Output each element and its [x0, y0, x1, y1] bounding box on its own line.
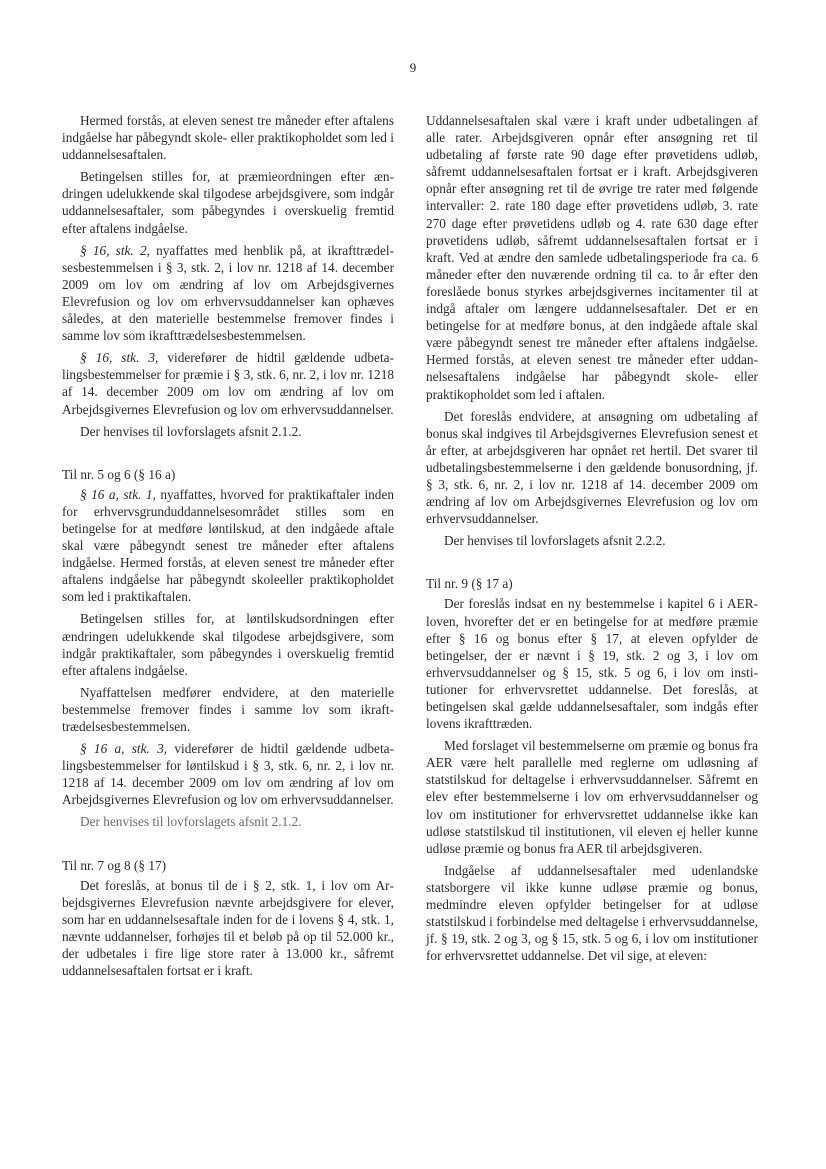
section-heading: Til nr. 7 og 8 (§ 17) [62, 857, 167, 873]
paragraph: Det foreslås, at bonus til de i § 2, stk. 1, i lov om Arbejdsgivernes Elevrefusion nævnte arbejdsgivere for elever, som har en uddannelsesaftale inden for de i lovens § 4, stk. 1, nævnte uddannelser, forhøjes til et beløb på op til 52.000 kr., der udbetales i fire lige store rater à 13.000 kr., såfremt uddannelsesaftalen fortsat er i kraft. [62, 877, 394, 979]
left-column [62, 112, 394, 984]
paragraph: Hermed forstås, at eleven senest tre måneder efter aftalens indgåelse har påbegyndt skole- eller praktikopholdet som led i uddannelsesaftalen. [62, 113, 394, 163]
paragraph: Der henvises til lovforslagets afsnit 2.2.2. [444, 533, 666, 549]
section-heading: Til nr. 9 (§ 17 a) [426, 576, 513, 592]
paragraph: Betingelsen stilles for, at præmieordningen efter ændringen udelukkende skal tilgodese arbejdsgivere, som indgår uddannelsesaftaler, som påbegyndes i overskuelig fremtid efter aftalens indgåelse. [62, 169, 394, 236]
section-reference: § 16 a, stk. 1, [80, 486, 156, 502]
paragraph-text: nyaffattes med henblik på, at ikrafttrædelsesbestemmelsen i § 3, stk. 2, i lov nr. 1218 af 14. december 2009 om lov om ændring af lov om Arbejdsgivernes Elevrefusion og lov om erhvervsuddannelser kan ophæves således, at den materielle bestemmelse fremover findes i samme lov som ikrafttrædelsesbestemmelsen. [62, 242, 395, 344]
paragraph: Det foreslås endvidere, at ansøgning om udbetaling af bonus skal indgives til Arbejdsgivernes Elevrefusion senest et år efter, at arbejdsgiveren har opnået ret hertil. Det svarer til udbetalingsbestemmelserne i den gældende bonusordning, jf. § 3, stk. 6, nr. 2, i lov nr. 1218 af 14. december 2009 om ændring af lov om Arbejdsgivernes Elevrefusion og lov om erhvervsuddannelser. [426, 408, 758, 527]
paragraph: Der henvises til lovforslagets afsnit 2.1.2. [80, 423, 302, 439]
paragraph: Indgåelse af uddannelsesaftaler med udenlandske statsborgere vil ikke kunne udløse præmie og bonus, medmindre eleven opfylder betingelser for at udløse statstilskud i forbindelse med deltagelse i erhvervsuddannelse, jf. § 19, stk. 2 og 3, og § 15, stk. 5 og 6, i lov om institutioner for erhvervsrettet uddannelse. Det vil sige, at eleven: [426, 862, 758, 964]
page-number: 9 [409, 60, 417, 75]
right-column [426, 112, 758, 969]
paragraph [62, 242, 394, 345]
paragraph: Der henvises til lovforslagets afsnit 2.1.2. [80, 814, 302, 830]
paragraph [62, 349, 394, 417]
paragraph: Nyaffattelsen medfører endvidere, at den materielle bestemmelse fremover findes i samme lov som ikrafttrædelsesbestemmelsen. [62, 684, 394, 734]
paragraph: Der foreslås indsat en ny bestemmelse i kapitel 6 i AER-loven, hvorefter det er en betingelse for at medføre præmie efter § 16 og bonus efter § 17, at eleven opfylder de betingelser, der er nævnt i § 19, stk. 2 og 3, i lov om erhvervsuddannelser og § 15, stk. 5 og 6, i lov om institutioner for erhvervsrettet uddannelse. Det foreslås, at betingelsen skal gælde uddannelsesaftaler, som indgås efter lovens ikrafttræden. [426, 596, 758, 732]
paragraph: Med forslaget vil bestemmelserne om præmie og bonus fra AER være helt parallelle med reglerne om udløsning af statstilskud for deltagelse i erhvervsuddannelser. Såfremt en elev efter bestemmelserne i lov om erhvervsuddannelser og lov om institutioner for erhvervsrettet uddannelse ikke kan udløse statstilskud til institutionen, vil eleven ej heller kunne udløse præmie og bonus fra AER til arbejdsgiveren. [426, 738, 758, 856]
paragraph [62, 740, 394, 808]
paragraph [62, 486, 394, 606]
paragraph: Betingelsen stilles for, at løntilskudsordningen efter ændringen udelukkende skal tilgodese arbejdsgivere, som indgår praktikaftaler, som påbegyndes i overskuelig fremtid efter aftalens indgåelse. [62, 611, 394, 678]
section-reference: § 16, stk. 2, [80, 242, 150, 258]
section-reference: § 16, stk. 3, [80, 350, 159, 366]
paragraph-text: viderefører de hidtil gældende udbetalingsbestemmelser for præmie i § 3, stk. 6, nr. 2, i lov nr. 1218 af 14. december 2009 om lov om ændring af lov om Arbejdsgivernes Elevrefusion og lov om erhvervsuddannelser. [62, 350, 394, 417]
section-heading: Til nr. 5 og 6 (§ 16 a) [62, 466, 176, 482]
paragraph: Uddannelsesaftalen skal være i kraft under udbetalingen af alle rater. Arbejdsgiveren opnår efter ansøgning ret til udbetaling af første rate 90 dage efter prøvetidens udløb, såfremt uddannelsesaftalen fortsat er i kraft. Arbejdsgiveren opnår efter ansøgning ret til de øvrige tre rater med følgende intervaller: 2. rate 180 dage efter prøvetidens udløb, 3. rate 270 dage efter prøvetidens udløb og 4. rate 630 dage efter prøvetidens udløb, såfremt uddannelsesaftalen fortsat er i kraft. Ved at ændre den samlede udbetalingsperiode fra ca. 6 måneder efter den nuværende ordning til ca. to år efter den foreslåede bonus styrkes arbejdsgivernes incitamenter til at indgå aftaler om længere uddannelsesaftaler. Det er en betingelse for at medføre bonus, at den indgåede aftale skal være påbegyndt senest tre måneder efter aftalens indgåelse. Hermed forstås, at eleven senest tre måneder efter uddannelsesaftalens indgåelse har påbegyndt skole- eller praktikopholdet som led i aftalen. [426, 113, 758, 402]
paragraph-text: nyaffattes, hvorved for praktikaftaler inden for erhvervsgrunduddannelsesområdet stilles som en betingelse for at medføre løntilskud, at den indgåede aftale skal være påbegyndt senest tre måneder efter aftalens indgåelse. Hermed forstås, at eleven senest tre måneder efter aftalens indgåelse har påbegyndt skoleeller praktikopholdet som led i praktikaftalen. [62, 486, 394, 605]
paragraph-text: viderefører de hidtil gældende udbetalingsbestemmelser for løntilskud i § 3, stk. 6, nr. 2, i lov nr. 1218 af 14. december 2009 om lov om ændring af lov om Arbejdsgivernes Elevrefusion og lov om erhvervsuddannelser. [62, 741, 394, 808]
section-reference: § 16 a, stk. 3, [80, 741, 168, 757]
